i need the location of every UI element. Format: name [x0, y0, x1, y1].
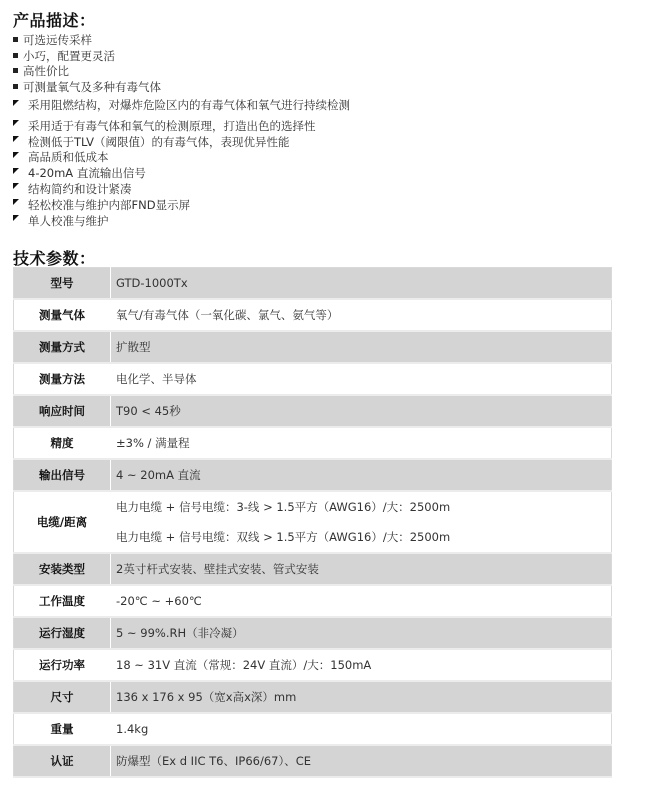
spec-key: 尺寸 [14, 681, 111, 713]
list-item-text: 单人校准与维护 [28, 213, 109, 228]
spec-key: 运行湿度 [14, 617, 111, 649]
list-item [13, 135, 350, 151]
table-row [14, 268, 612, 300]
spec-key: 型号 [14, 268, 111, 300]
list-item-text: 采用阻燃结构，对爆炸危险区内的有毒气体和氧气进行持续检测 [28, 98, 350, 112]
spec-key: 精度 [14, 427, 111, 459]
spec-key: 重量 [14, 713, 111, 745]
list-item-text: 采用适于有毒气体和氧气的检测原理，打造出色的选择性 [28, 118, 316, 133]
list-item-text: 结构简约和设计紧凑 [28, 181, 132, 196]
list-item-text: 检测低于TLV（阈限值）的有毒气体，表现优异性能 [28, 134, 290, 149]
spec-value: 5 ~ 99%.RH（非冷凝） [111, 617, 612, 649]
list-item [13, 150, 350, 166]
table-row [14, 745, 612, 777]
spec-value: ±3% / 满量程 [111, 427, 612, 459]
product-description-heading: 产品描述： [13, 11, 96, 30]
triangle-bullet-icon [13, 136, 19, 142]
triangle-bullet-icon [13, 120, 19, 126]
feature-list [13, 98, 350, 229]
square-bullet-icon [13, 37, 18, 42]
triangle-bullet-icon [13, 100, 19, 106]
spec-value [111, 491, 612, 553]
square-bullet-icon [13, 68, 18, 73]
summary-list [13, 33, 161, 95]
spec-value: T90 < 45秒 [111, 395, 612, 427]
list-item [13, 182, 350, 198]
list-item [13, 33, 161, 49]
list-item [13, 166, 350, 182]
list-item [13, 98, 350, 114]
list-item-text: 4-20mA 直流输出信号 [28, 166, 146, 181]
triangle-bullet-icon [13, 215, 19, 221]
table-row [14, 395, 612, 427]
spec-key: 电缆/距离 [14, 491, 111, 553]
spec-value: GTD-1000Tx [111, 268, 612, 300]
spec-value: 防爆型（Ex d IIC T6、IP66/67）、CE [111, 745, 612, 777]
table-row [14, 299, 612, 331]
square-bullet-icon [13, 53, 18, 58]
triangle-bullet-icon [13, 168, 19, 174]
table-row [14, 427, 612, 459]
spec-value: 18 ~ 31V 直流（常规：24V 直流）/大：150mA [111, 649, 612, 681]
triangle-bullet-icon [13, 183, 19, 189]
spec-value-line: 电力电缆 + 信号电缆：3-线 > 1.5平方（AWG16）/大：2500m [116, 500, 451, 514]
spec-value: 2英寸杆式安装、壁挂式安装、管式安装 [111, 553, 612, 585]
list-item-text: 可测量氧气及多种有毒气体 [23, 79, 161, 94]
triangle-bullet-icon [13, 152, 19, 158]
spec-value: 136 x 176 x 95（宽x高x深）mm [111, 681, 612, 713]
spec-table [13, 267, 612, 778]
table-row [14, 617, 612, 649]
table-row [14, 649, 612, 681]
list-item [13, 49, 161, 65]
table-row [14, 713, 612, 745]
spec-value: 4 ~ 20mA 直流 [111, 459, 612, 491]
spec-key: 输出信号 [14, 459, 111, 491]
list-item [13, 198, 350, 214]
list-item-text: 小巧，配置更灵活 [23, 48, 115, 63]
spec-key: 工作温度 [14, 585, 111, 617]
list-item [13, 214, 350, 230]
list-item-text: 轻松校准与维护内部FND显示屏 [28, 197, 191, 212]
square-bullet-icon [13, 84, 18, 89]
table-row [14, 681, 612, 713]
spec-value: 扩散型 [111, 331, 612, 363]
table-row [14, 459, 612, 491]
spec-key: 安装类型 [14, 553, 111, 585]
list-item-text: 可选远传采样 [23, 33, 92, 47]
list-item-text: 高品质和低成本 [28, 150, 109, 165]
table-row [14, 491, 612, 553]
spec-key: 认证 [14, 745, 111, 777]
list-item [13, 80, 161, 96]
spec-value: 1.4kg [111, 713, 612, 745]
spec-value: 电化学、半导体 [111, 363, 612, 395]
spec-key: 运行功率 [14, 649, 111, 681]
spec-key: 响应时间 [14, 395, 111, 427]
tech-params-heading: 技术参数： [13, 249, 96, 268]
spec-value: 氧气/有毒气体（一氧化碳、氯气、氨气等） [111, 299, 612, 331]
table-row [14, 553, 612, 585]
triangle-bullet-icon [13, 199, 19, 205]
spec-key: 测量气体 [14, 299, 111, 331]
list-item [13, 119, 350, 135]
spec-key: 测量方式 [14, 331, 111, 363]
table-row [14, 331, 612, 363]
table-row [14, 585, 612, 617]
spec-value-line: 电力电缆 + 信号电缆：双线 > 1.5平方（AWG16）/大：2500m [116, 530, 451, 544]
spec-value: -20℃ ~ +60℃ [111, 585, 612, 617]
table-row [14, 363, 612, 395]
spec-key: 测量方法 [14, 363, 111, 395]
list-item-text: 高性价比 [23, 64, 69, 78]
list-item [13, 64, 161, 80]
